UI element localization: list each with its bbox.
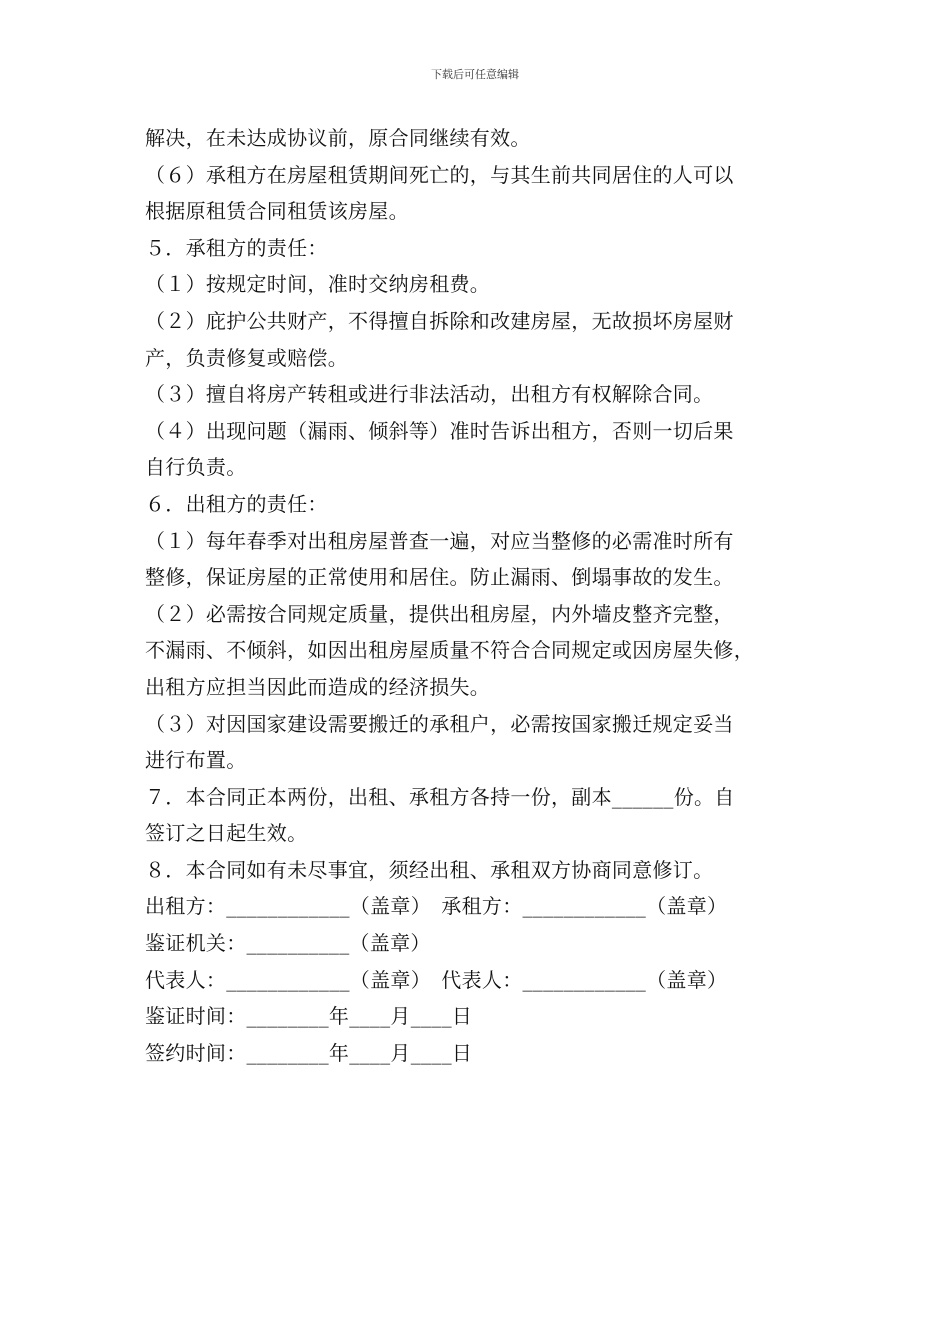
signature-line-notary: 鉴证机关：__________（盖章）	[145, 931, 431, 956]
text-line: （３）对因国家建设需要搬迁的承租户，必需按国家搬迁规定妥当	[145, 711, 734, 736]
text-line: 解决，在未达成协议前，原合同继续有效。	[145, 126, 531, 150]
section-heading: ６．出租方的责任：	[145, 491, 328, 516]
text-line: （３）擅自将房产转租或进行非法活动，出租方有权解除合同。	[145, 382, 714, 407]
document-body	[145, 120, 835, 1071]
text-line: 不漏雨、不倾斜，如因出租房屋质量不符合合同规定或因房屋失修，	[145, 638, 754, 663]
text-line: （１）每年春季对出租房屋普查一遍，对应当整修的必需准时所有	[145, 528, 734, 553]
section-heading: ５．承租方的责任：	[145, 235, 328, 260]
text-line: （６）承租方在房屋租赁期间死亡的，与其生前共同居住的人可以	[145, 162, 734, 187]
text-line: 自行负责。	[145, 455, 247, 480]
signature-line-lessor-lessee: 出租方：____________（盖章） 承租方：____________（盖章）	[145, 894, 728, 919]
text-line: ７．本合同正本两份，出租、承租方各持一份，副本______份。自	[145, 784, 735, 809]
text-line: ８．本合同如有未尽事宜，须经出租、承租双方协商同意修订。	[145, 857, 714, 882]
text-line: 进行布置。	[145, 748, 247, 773]
text-line: （２）庇护公共财产，不得擅自拆除和改建房屋，无故损坏房屋财	[145, 308, 734, 333]
text-line: 签订之日起生效。	[145, 821, 308, 846]
signing-date-line: 签约时间：________年____月____日	[145, 1040, 473, 1065]
text-line: （１）按规定时间，准时交纳房租费。	[145, 272, 491, 297]
text-line: 产，负责修复或赔偿。	[145, 345, 348, 370]
notarization-date-line: 鉴证时间：________年____月____日	[145, 1004, 473, 1029]
signature-line-representatives: 代表人：____________（盖章） 代表人：____________（盖章）	[145, 967, 728, 992]
text-line: 整修，保证房屋的正常使用和居住。防止漏雨、倒塌事故的发生。	[145, 565, 734, 590]
text-line: （２）必需按合同规定质量，提供出租房屋，内外墙皮整齐完整，	[145, 601, 734, 626]
text-line: 根据原租赁合同租赁该房屋。	[145, 199, 409, 224]
text-line: 出租方应担当因此而造成的经济损失。	[145, 674, 491, 699]
text-line: （４）出现问题（漏雨、倾斜等）准时告诉出租方，否则一切后果	[145, 418, 734, 443]
page-header: 下载后可任意编辑	[431, 68, 519, 81]
